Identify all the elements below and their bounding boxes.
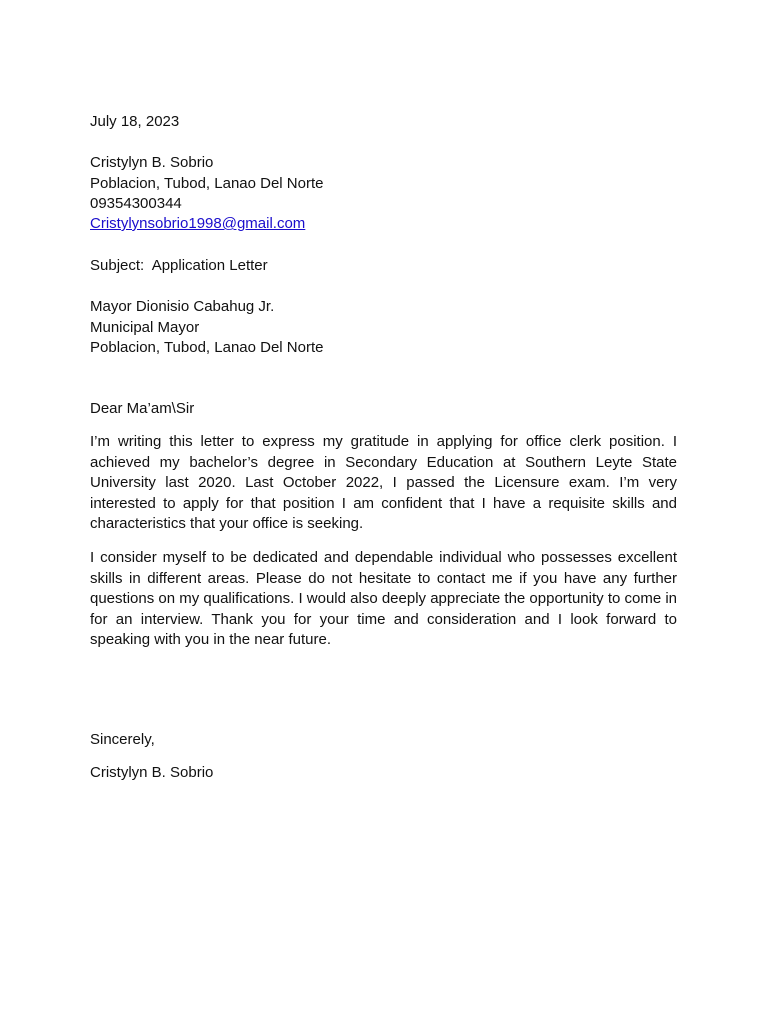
sender-email-link[interactable]: Cristylynsobrio1998@gmail.com bbox=[90, 215, 306, 232]
sender-address: Poblacion, Tubod, Lanao Del Norte bbox=[90, 175, 324, 192]
recipient-name: Mayor Dionisio Cabahug Jr. bbox=[90, 298, 275, 315]
body-paragraph-2: I consider myself to be dedicated and dependable individual who possesses excellent skills in different areas. Please do not hesitate to contact me if you have any further questions on my qualifications. I would also deeply appreciate the opportunity to come in for an interview. Thank you for your time and consideration and I look forward to speaking with you in the near future. bbox=[90, 549, 678, 648]
recipient-title: Municipal Mayor bbox=[90, 319, 200, 336]
sender-email-line bbox=[90, 214, 690, 234]
sender-name: Cristylyn B. Sobrio bbox=[90, 154, 214, 171]
recipient-address: Poblacion, Tubod, Lanao Del Norte bbox=[90, 339, 324, 356]
sender-phone: 09354300344 bbox=[90, 195, 182, 212]
subject-line: Subject: Application Letter bbox=[90, 257, 268, 274]
closing: Sincerely, bbox=[90, 731, 155, 748]
letter-date: July 18, 2023 bbox=[90, 113, 180, 130]
body-paragraph-1: I’m writing this letter to express my gratitude in applying for office clerk position. I achieved my bachelor’s degree in Secondary Education at Southern Leyte State University last 2020. Last October 2022, I passed the Licensure exam. I’m very interested to apply for that position I am confident that I have a requisite skills and characteristics that your office is seeking. bbox=[90, 433, 677, 532]
salutation: Dear Ma’am\Sir bbox=[90, 400, 195, 417]
signature-name: Cristylyn B. Sobrio bbox=[90, 764, 214, 781]
